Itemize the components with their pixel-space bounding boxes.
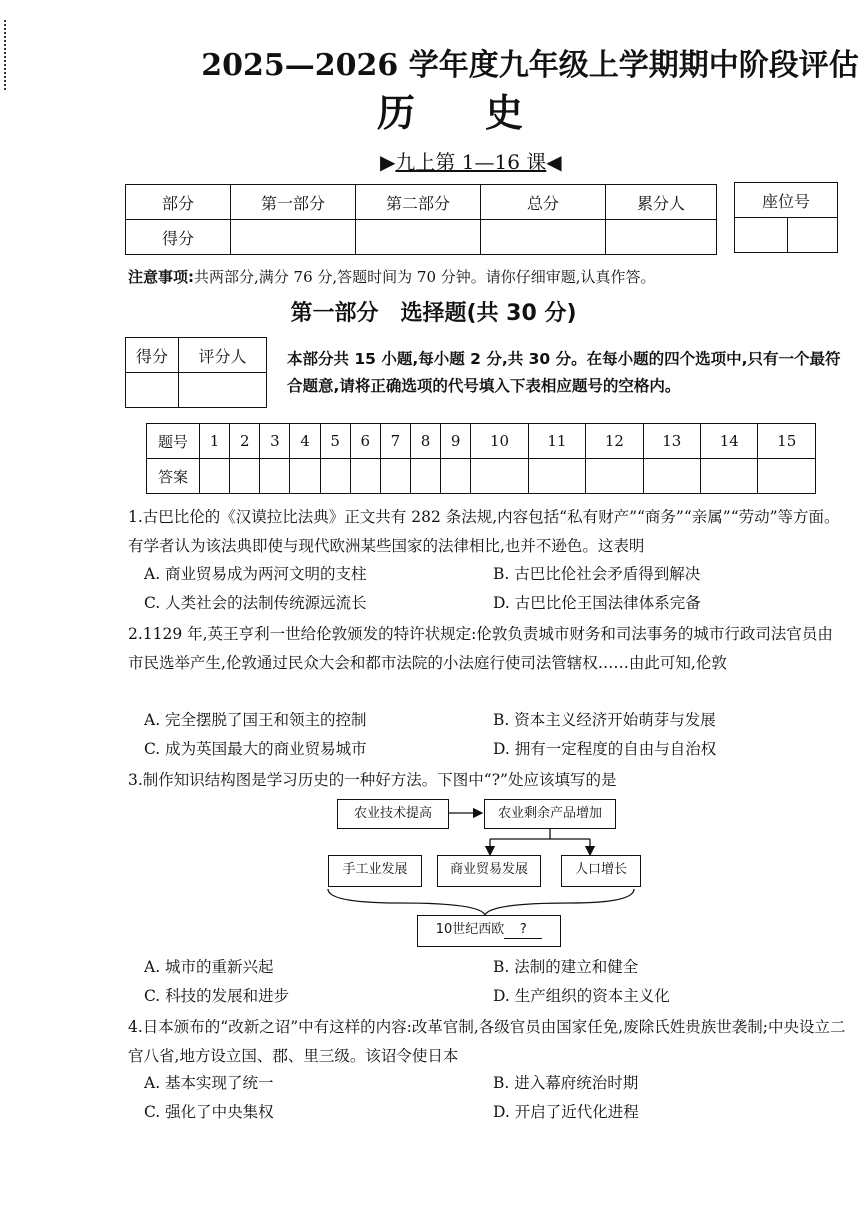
notice-label: 注意事项:	[128, 268, 194, 286]
option-d[interactable]: D. 生产组织的资本主义化	[493, 987, 670, 1005]
option-a[interactable]: A. 基本实现了统一	[144, 1074, 274, 1092]
score-cell[interactable]	[356, 220, 481, 255]
question-number-cell: 11	[528, 424, 585, 459]
question-number-cell: 6	[350, 424, 380, 459]
question-stem: 3.制作知识结构图是学习历史的一种好方法。下图中“?”处应该填写的是	[128, 771, 617, 789]
part1-intro: 本部分共 15 小题,每小题 2 分,共 30 分。在每小题的四个选项中,只有一个最符合题意,请将正确选项的代号填入下表相应题号的空格内。	[287, 350, 841, 395]
answer-cell[interactable]	[320, 459, 350, 494]
option-b[interactable]: B. 法制的建立和健全	[493, 958, 639, 976]
question-stem: 2.1129 年,英王亨利一世给伦敦颁发的特许状规定:伦敦负责城市财务和司法事务的城市行政司法官员由市民选举产生,伦敦通过民众大会和都市法院的小法庭行使司法管辖权……由此可知,伦敦	[128, 625, 833, 672]
score-cell[interactable]	[481, 220, 606, 255]
answer-cell[interactable]	[528, 459, 585, 494]
binding-margin-mark	[4, 20, 12, 90]
answer-row-label: 题号	[147, 424, 200, 459]
question-number-cell: 4	[290, 424, 320, 459]
question-number-cell: 7	[380, 424, 410, 459]
option-a[interactable]: A. 完全摆脱了国王和领主的控制	[144, 711, 367, 729]
grader-cell[interactable]	[126, 373, 179, 408]
answer-cell[interactable]	[758, 459, 816, 494]
score-header: 累分人	[606, 185, 717, 220]
diagram-box-mid: 手工业发展	[328, 855, 422, 887]
scope-right-arrow-icon: ◀	[546, 150, 562, 174]
option-d[interactable]: D. 古巴比伦王国法律体系完备	[493, 594, 701, 612]
answer-cell[interactable]	[586, 459, 643, 494]
option-b[interactable]: B. 古巴比伦社会矛盾得到解决	[493, 565, 701, 583]
option-c[interactable]: C. 科技的发展和进步	[144, 987, 290, 1005]
diagram-box-mid: 人口增长	[561, 855, 641, 887]
diagram-bottom-prefix: 10世纪西欧	[435, 922, 505, 937]
answer-cell[interactable]	[290, 459, 320, 494]
score-table	[125, 184, 717, 255]
answer-cell[interactable]	[701, 459, 758, 494]
question-2	[128, 620, 848, 678]
exam-title: 2025—2026 学年度九年级上学期期中阶段评估	[201, 48, 859, 83]
question-number-cell: 3	[260, 424, 290, 459]
score-row-label: 得分	[126, 220, 231, 255]
score-cell[interactable]	[606, 220, 717, 255]
question-4	[128, 1013, 848, 1071]
score-cell[interactable]	[231, 220, 356, 255]
answer-cell[interactable]	[200, 459, 230, 494]
notice-text: 共两部分,满分 76 分,答题时间为 70 分钟。请你仔细审题,认真作答。	[194, 268, 656, 286]
answer-cell[interactable]	[380, 459, 410, 494]
score-header: 部分	[126, 185, 231, 220]
option-c[interactable]: C. 强化了中央集权	[144, 1103, 274, 1121]
answer-table	[146, 423, 816, 494]
diagram-bottom-blank: ?	[504, 922, 542, 939]
seat-table	[734, 182, 838, 253]
scope-left-arrow-icon: ▶	[380, 150, 396, 174]
question-number-cell: 1	[200, 424, 230, 459]
seat-cell[interactable]	[788, 218, 838, 253]
score-header: 总分	[481, 185, 606, 220]
option-b[interactable]: B. 进入幕府统治时期	[493, 1074, 639, 1092]
answer-cell[interactable]	[410, 459, 440, 494]
option-c[interactable]: C. 成为英国最大的商业贸易城市	[144, 740, 367, 758]
question-number-cell: 15	[758, 424, 816, 459]
grader-cell[interactable]	[179, 373, 267, 408]
question-3	[128, 766, 848, 795]
question-number-cell: 12	[586, 424, 643, 459]
option-d[interactable]: D. 开启了近代化进程	[493, 1103, 639, 1121]
seat-cell[interactable]	[735, 218, 788, 253]
option-a[interactable]: A. 城市的重新兴起	[144, 958, 274, 976]
diagram-box-mid: 商业贸易发展	[437, 855, 541, 887]
answer-cell[interactable]	[471, 459, 528, 494]
subject-title: 历史	[376, 90, 593, 135]
question-stem: 1.古巴比伦的《汉谟拉比法典》正文共有 282 条法规,内容包括“私有财产”“商务”“亲属”“劳动”等方面。有学者认为该法典即使与现代欧洲某些国家的法律相比,也并不逊色。这表明	[128, 508, 840, 555]
option-c[interactable]: C. 人类社会的法制传统源远流长	[144, 594, 367, 612]
answer-cell[interactable]	[230, 459, 260, 494]
grader-table	[125, 337, 267, 408]
answer-cell[interactable]	[441, 459, 471, 494]
question-number-cell: 13	[643, 424, 700, 459]
diagram-box-bottom	[417, 915, 561, 947]
part1-title: 第一部分 选择题(共 30 分)	[290, 301, 577, 326]
answer-cell[interactable]	[350, 459, 380, 494]
question-number-cell: 14	[701, 424, 758, 459]
option-b[interactable]: B. 资本主义经济开始萌芽与发展	[493, 711, 716, 729]
diagram-box-top-right: 农业剩余产品增加	[484, 799, 616, 829]
answer-cell[interactable]	[643, 459, 700, 494]
grader-header: 得分	[126, 338, 179, 373]
option-a[interactable]: A. 商业贸易成为两河文明的支柱	[144, 565, 367, 583]
score-header: 第一部分	[231, 185, 356, 220]
option-d[interactable]: D. 拥有一定程度的自由与自治权	[493, 740, 717, 758]
grader-header: 评分人	[179, 338, 267, 373]
answer-row-label: 答案	[147, 459, 200, 494]
lesson-scope	[380, 146, 562, 175]
question-number-cell: 10	[471, 424, 528, 459]
question-number-cell: 8	[410, 424, 440, 459]
question-number-cell: 5	[320, 424, 350, 459]
diagram-box-top-left: 农业技术提高	[337, 799, 449, 829]
question-number-cell: 9	[441, 424, 471, 459]
question-stem: 4.日本颁布的“改新之诏”中有这样的内容:改革官制,各级官员由国家任免,废除氏姓贵族世袭制;中央设立二官八省,地方设立国、郡、里三级。该诏令使日本	[128, 1018, 846, 1065]
score-header: 第二部分	[356, 185, 481, 220]
seat-label: 座位号	[735, 183, 838, 218]
question-number-cell: 2	[230, 424, 260, 459]
answer-cell[interactable]	[260, 459, 290, 494]
scope-text: 九上第 1—16 课	[395, 150, 547, 174]
notice	[128, 266, 656, 287]
question-1	[128, 503, 848, 561]
